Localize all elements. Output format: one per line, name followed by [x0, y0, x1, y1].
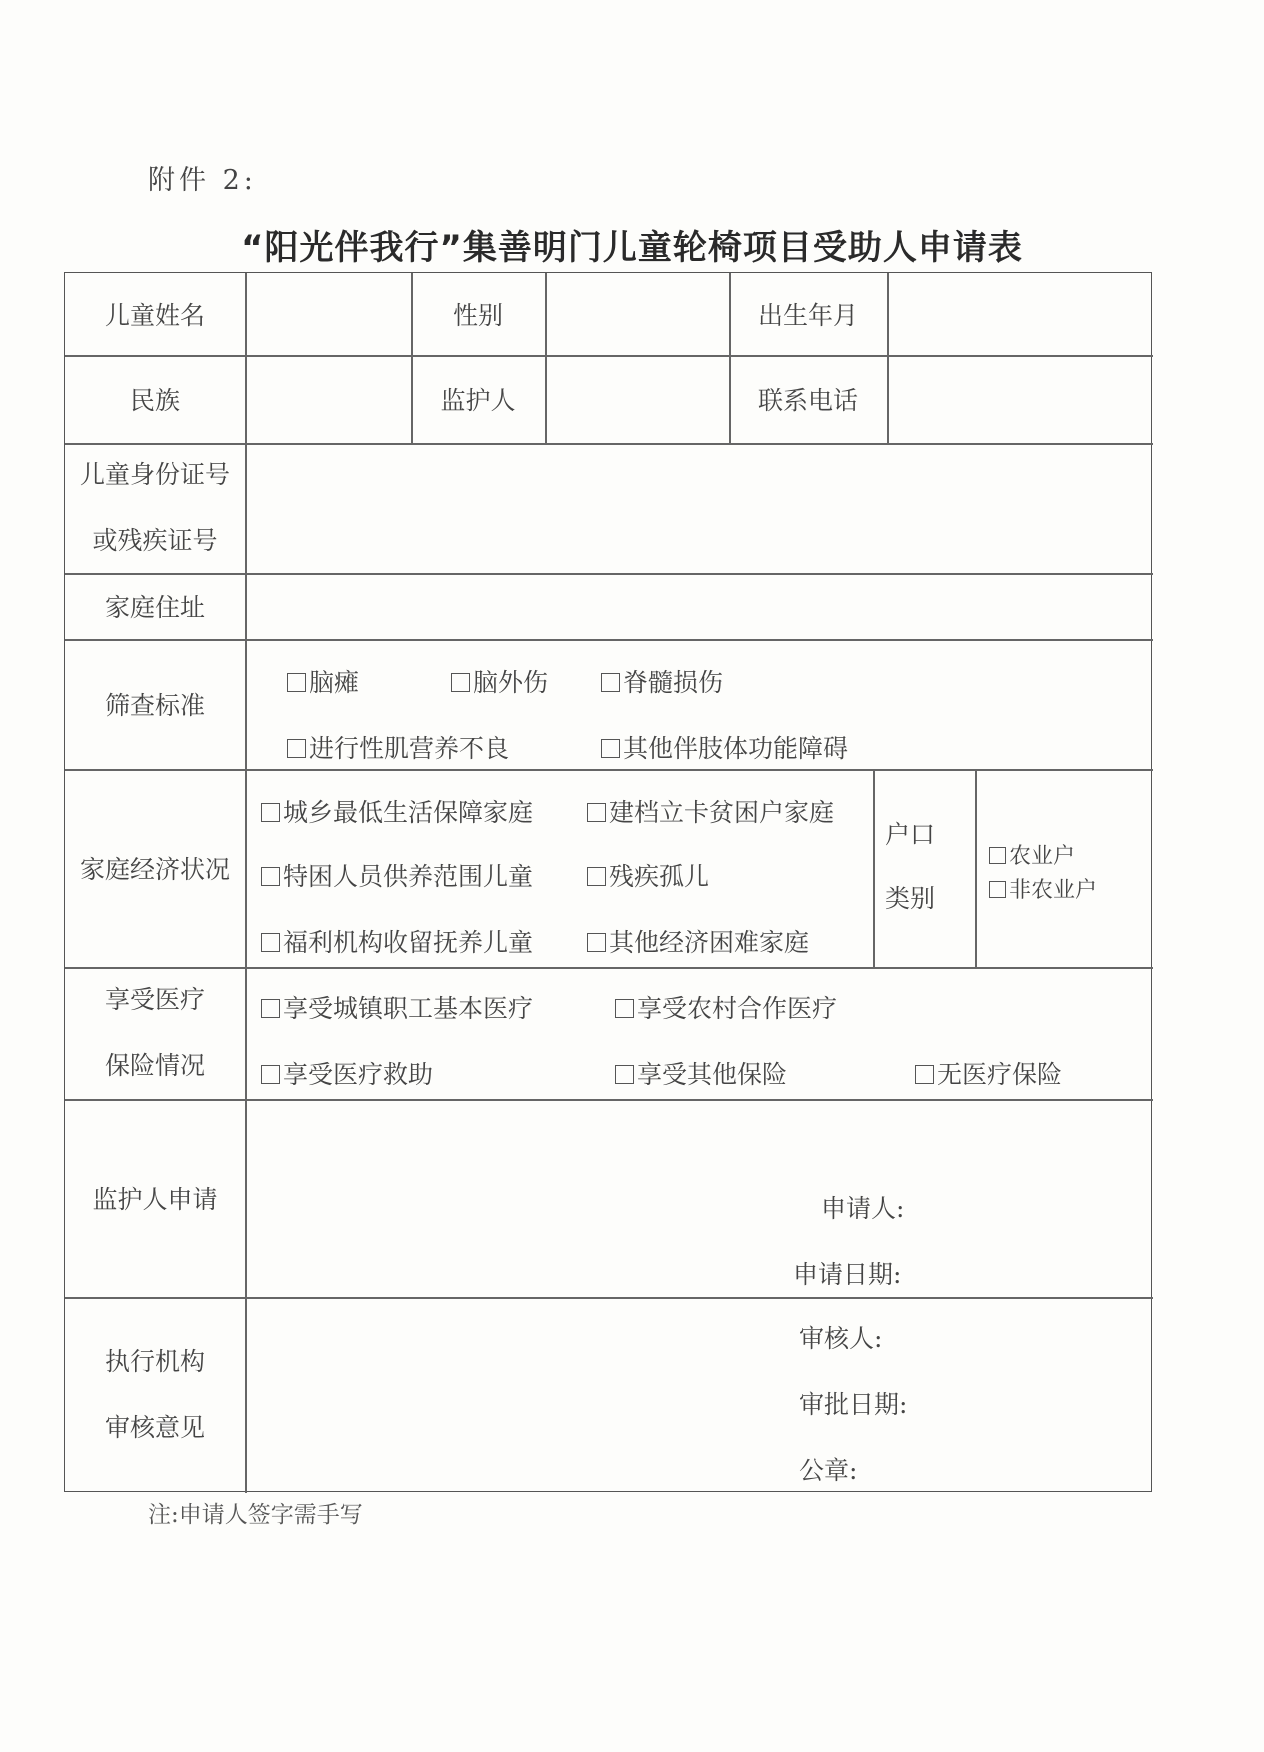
- hukou-option-agricultural[interactable]: 农业户: [989, 839, 1075, 870]
- checkbox-icon[interactable]: [601, 739, 620, 758]
- address-label: 家庭住址: [104, 593, 205, 622]
- checkbox-icon[interactable]: [615, 1065, 634, 1084]
- checkbox-icon[interactable]: [287, 739, 306, 758]
- hukou-label: [885, 803, 975, 943]
- guardian-application-label: 监护人申请: [92, 1185, 218, 1214]
- checkbox-icon[interactable]: [261, 999, 280, 1018]
- economy-option-disabled-orphan[interactable]: 残疾孤儿: [587, 857, 709, 893]
- footnote: 注:申请人签字需手写: [148, 1502, 363, 1528]
- checkbox-icon[interactable]: [587, 803, 606, 822]
- ethnicity-label: 民族: [129, 386, 180, 415]
- attachment-label: 附件 2:: [148, 165, 257, 196]
- hukou-label-line1: 户口: [885, 820, 936, 849]
- checkbox-icon[interactable]: [601, 673, 620, 692]
- checkbox-icon[interactable]: [287, 673, 306, 692]
- gender-field[interactable]: [545, 273, 729, 355]
- application-form-table: [64, 272, 1152, 1492]
- review-label-line1: 执行机构: [104, 1347, 205, 1376]
- phone-field[interactable]: [887, 355, 1153, 443]
- checkbox-icon[interactable]: [261, 803, 280, 822]
- checkbox-icon[interactable]: [989, 847, 1006, 864]
- screening-option-cerebral-palsy[interactable]: 脑瘫: [287, 663, 359, 699]
- address-field[interactable]: [245, 573, 1153, 639]
- review-opinion-field[interactable]: [245, 1297, 765, 1493]
- insurance-label: [65, 967, 245, 1099]
- child-name-label: 儿童姓名: [104, 301, 205, 330]
- child-name-field[interactable]: [245, 273, 411, 355]
- checkbox-icon[interactable]: [261, 1065, 280, 1084]
- checkbox-icon[interactable]: [261, 867, 280, 886]
- insurance-option-rural-cooperative[interactable]: 享受农村合作医疗: [615, 989, 837, 1025]
- phone-label: 联系电话: [757, 386, 858, 415]
- checkbox-icon[interactable]: [587, 933, 606, 952]
- birth-label: 出生年月: [757, 301, 858, 330]
- insurance-label-line2: 保险情况: [104, 1051, 205, 1080]
- economy-option-poverty-registered[interactable]: 建档立卡贫困户家庭: [587, 793, 834, 829]
- screening-option-brain-injury[interactable]: 脑外伤: [451, 663, 548, 699]
- insurance-option-other[interactable]: 享受其他保险: [615, 1055, 787, 1091]
- checkbox-icon[interactable]: [587, 867, 606, 886]
- economy-label: 家庭经济状况: [79, 855, 230, 884]
- economy-option-special-hardship[interactable]: 特困人员供养范围儿童: [261, 857, 533, 893]
- hukou-label-line2: 类别: [885, 884, 936, 913]
- ethnicity-field[interactable]: [245, 355, 411, 443]
- economy-option-min-living[interactable]: 城乡最低生活保障家庭: [261, 793, 533, 829]
- guardian-application-field[interactable]: [245, 1099, 765, 1297]
- screening-option-muscular-dystrophy[interactable]: 进行性肌营养不良: [287, 729, 509, 765]
- screening-label: 筛查标准: [104, 691, 205, 720]
- id-number-field[interactable]: [245, 443, 1153, 573]
- review-label: [65, 1297, 245, 1493]
- checkbox-icon[interactable]: [451, 673, 470, 692]
- economy-option-other-hardship[interactable]: 其他经济困难家庭: [587, 923, 809, 959]
- seal-label: 公章:: [799, 1456, 858, 1485]
- insurance-option-urban-employee[interactable]: 享受城镇职工基本医疗: [261, 989, 533, 1025]
- application-date-label: 申请日期:: [793, 1260, 902, 1289]
- form-title: “阳光伴我行”集善明门儿童轮椅项目受助人申请表: [241, 228, 1023, 268]
- screening-option-other-disability[interactable]: 其他伴肢体功能障碍: [601, 729, 848, 765]
- guardian-field[interactable]: [545, 355, 729, 443]
- guardian-label: 监护人: [440, 386, 516, 415]
- hukou-option-non-agricultural[interactable]: 非农业户: [989, 873, 1097, 904]
- checkbox-icon[interactable]: [615, 999, 634, 1018]
- checkbox-icon[interactable]: [989, 881, 1006, 898]
- insurance-option-none[interactable]: 无医疗保险: [915, 1055, 1062, 1091]
- reviewer-label: 审核人:: [799, 1324, 883, 1353]
- checkbox-icon[interactable]: [261, 933, 280, 952]
- screening-option-spinal-injury[interactable]: 脊髓损伤: [601, 663, 723, 699]
- economy-option-welfare-institution[interactable]: 福利机构收留抚养儿童: [261, 923, 533, 959]
- birth-field[interactable]: [887, 273, 1153, 355]
- id-label: [65, 443, 245, 573]
- id-label-line1: 儿童身份证号: [79, 460, 230, 489]
- column-divider: [873, 769, 875, 967]
- gender-label: 性别: [452, 301, 503, 330]
- insurance-label-line1: 享受医疗: [104, 985, 205, 1014]
- id-label-line2: 或残疾证号: [92, 526, 218, 555]
- insurance-option-medical-assistance[interactable]: 享受医疗救助: [261, 1055, 433, 1091]
- review-label-line2: 审核意见: [104, 1413, 205, 1442]
- column-divider: [975, 769, 977, 967]
- applicant-signature-label: 申请人:: [821, 1194, 905, 1223]
- approval-date-label: 审批日期:: [799, 1390, 908, 1419]
- checkbox-icon[interactable]: [915, 1065, 934, 1084]
